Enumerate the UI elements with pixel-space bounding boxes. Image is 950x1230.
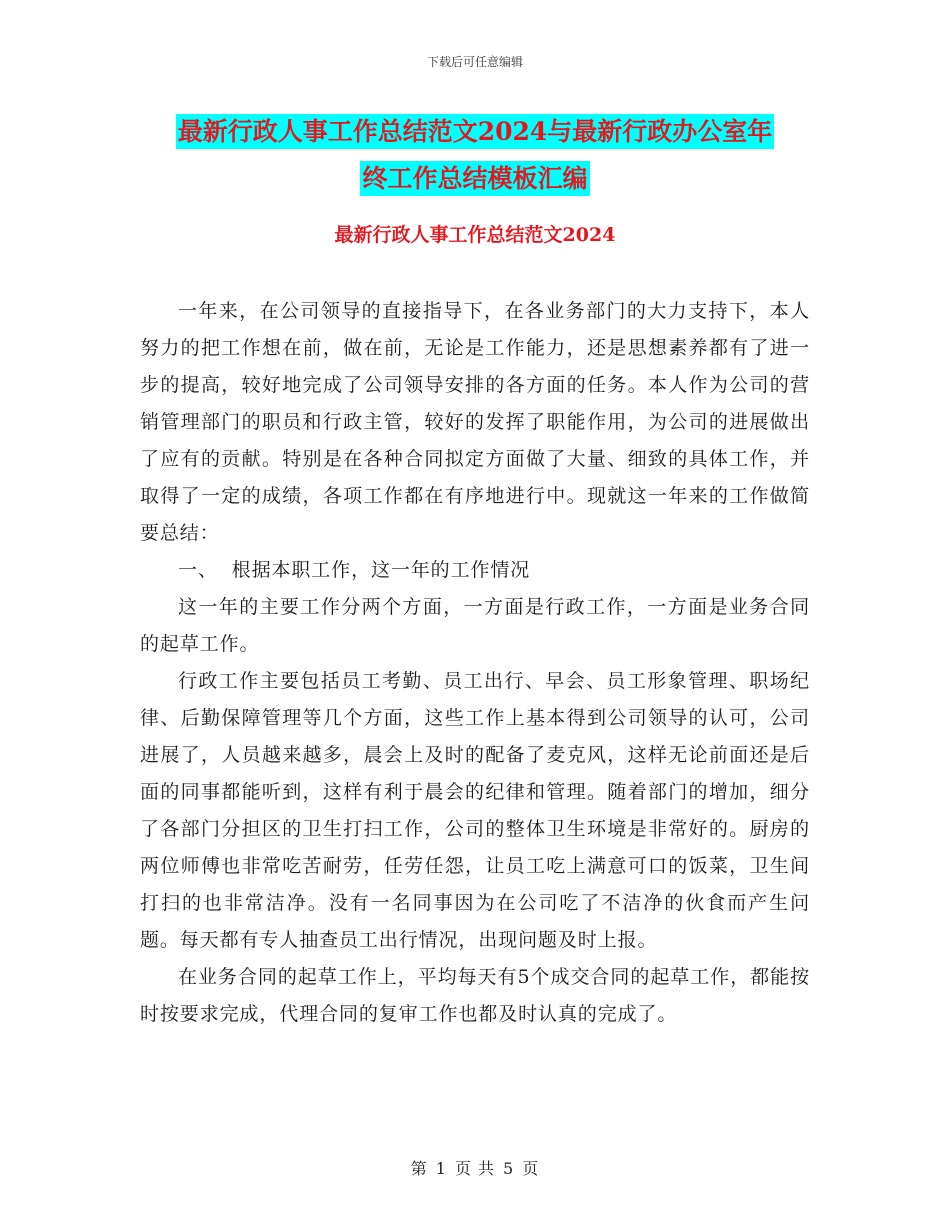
paragraph: 一年来，在公司领导的直接指导下，在各业务部门的大力支持下，本人努力的把工作想在前，做在前，无论是工作能力，还是思想素养都有了进一步的提高，较好地完成了公司领导安排的各方面的任务。本人作为公司的营销管理部门的职员和行政主管，较好的发挥了职能作用，为公司的进展做出了应有的贡献。特别是在各种合同拟定方面做了大量、细致的具体工作，并取得了一定的成绩，各项工作都在有序地进行中。现就这一年来的工作做简要总结：	[140, 300, 810, 544]
paragraph: 在业务合同的起草工作上，平均每天有5个成交合同的起草工作，都能按时按要求完成，代理合同的复审工作也都及时认真的完成了。	[140, 966, 810, 1025]
paragraph: 这一年的主要工作分两个方面，一方面是行政工作，一方面是业务合同的起草工作。	[140, 596, 810, 655]
header-note: 下载后可任意编辑	[426, 55, 523, 69]
paragraph: 行政工作主要包括员工考勤、员工出行、早会、员工形象管理、职场纪律、后勤保障管理等几个方面，这些工作上基本得到公司领导的认可，公司进展了，人员越来越多，晨会上及时的配备了麦克风，这样无论前面还是后面的同事都能听到，这样有利于晨会的纪律和管理。随着部门的增加，细分了各部门分担区的卫生打扫工作，公司的整体卫生环境是非常好的。厨房的两位师傅也非常吃苦耐劳，任劳任怨，让员工吃上满意可口的饭菜，卫生间打扫的也非常洁净。没有一名同事因为在公司吃了不洁净的伙食而产生问题。每天都有专人抽查员工出行情况，出现问题及时上报。	[140, 670, 810, 951]
page-number: 1	[435, 1159, 447, 1178]
paragraph-heading: 一、 根据本职工作，这一年的工作情况	[178, 559, 531, 581]
footer-prefix: 第	[410, 1159, 428, 1178]
title-line-2: 终工作总结模板汇编	[360, 161, 589, 196]
footer-suffix: 页	[522, 1159, 540, 1178]
section-title: 最新行政人事工作总结范文2024	[334, 224, 616, 246]
document-body	[140, 293, 810, 1033]
footer-mid: 页 共	[454, 1159, 496, 1178]
page-footer	[0, 1156, 950, 1179]
document-title	[0, 108, 950, 202]
title-line-1: 最新行政人事工作总结范文2024与最新行政办公室年	[176, 114, 775, 149]
page-total: 5	[503, 1159, 515, 1178]
